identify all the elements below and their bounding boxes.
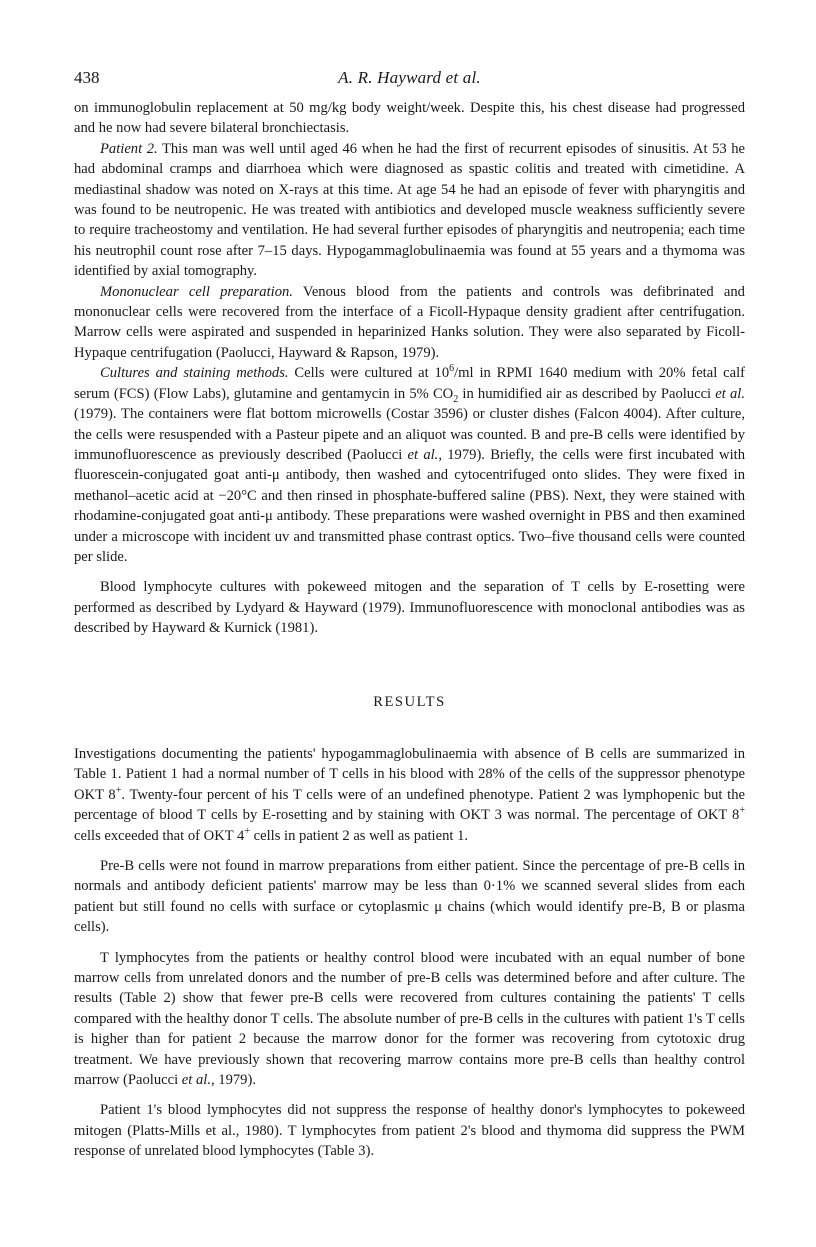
paragraph-results-3: T lymphocytes from the patients or healthy control blood were incubated with an equal number of bone marrow cells from unrelated donors and the number of pre-B cells was determined before and after culture. The results (Table 2) show that fewer pre-B cells were recovered from cultures containing the patients' T cells compared with the healthy donor T cells. The absolute number of pre-B cells in the cultures with patient 1's T cells is higher than for patient 2 because the marrow donor for the former was recovering from cytotoxic drug treatment. We have previously shown that recovering marrow contains more pre-B cells than healthy control marrow (Paolucci et al., 1979).	[74, 949, 745, 1089]
paragraph-results-4: Patient 1's blood lymphocytes did not suppress the response of healthy donor's lymphocytes to pokeweed mitogen (Platts-Mills et al., 1980). T lymphocytes from patient 2's blood and thymoma did suppress the PWM response of unrelated blood lymphocytes (Table 3).	[74, 1102, 745, 1160]
section-heading-results: RESULTS	[373, 693, 446, 710]
paragraph-lead: Patient 2.	[100, 140, 158, 157]
paragraph-lead: Mononuclear cell preparation.	[100, 283, 293, 300]
page-number: 438	[74, 68, 100, 87]
paragraph-patient2: Patient 2. This man was well until aged 46 when he had the first of recurrent episodes of sinusitis. At 53 he had abdominal cramps and diarrhoea which were diagnosed as spastic colitis and treated with cimetidine. A mediastinal shadow was noted on X-rays at this time. At age 54 he had an episode of fever with pharyngitis and was found to be neutropenic. He was treated with antibiotics and developed muscle weakness sufficiently severe to require tracheostomy and ventilation. He had several further episodes of pharyngitis and neutropenia; each time his neutrophil count rose after 7–15 days. Hypogammaglobulinaemia was found at 55 years and a thymoma was identified by axial tomography.	[74, 140, 745, 280]
paragraph-mononuclear-cell-preparation: Mononuclear cell preparation. Venous blood from the patients and controls was defibrinated and mononuclear cells were recovered from the interface of a Ficoll-Hypaque density gradient after centrifugation. Marrow cells were aspirated and suspended in heparinized Hanks solution. They were also separated by Ficoll-Hypaque centrifugation (Paolucci, Hayward & Rapson, 1979).	[74, 283, 745, 361]
paragraph-cultures-staining: Cultures and staining methods. Cells were cultured at $10^6/ml$ in RPMI 1640 medium with 20% fetal calf serum (FCS) (Flow Labs), glutamine and gentamycin in 5% $CO_2$ in humidified air as described by Paolucci et al. (1979). The containers were flat bottom microwells (Costar 3596) or cluster dishes (Falcon 4004). After culture, the cells were resuspended with a Pasteur pipete and an aliquot was counted. B and pre-B cells were identified by immunofluorescence as previously described (Paolucci et al., 1979). Briefly, the cells were first incubated with fluorescein-conjugated goat anti-μ antibody, then washed and cytocentrifuged onto slides. They were fixed in methanol–acetic acid at −20°C and then rinsed in phosphate-buffered saline (PBS). Next, they were stained with rhodamine-conjugated goat anti-μ antibody. These preparations were washed overnight in PBS and then examined under a microscope with incident uv and transmitted phase contrast optics. Two–five thousand cells were counted per slide.	[74, 363, 745, 565]
paragraph-patient1-continued: on immunoglobulin replacement at 50 mg/kg body weight/week. Despite this, his chest disease had progressed and he now had severe bilateral bronchiectasis.	[74, 100, 745, 137]
page-header	[74, 68, 745, 94]
journal-page	[74, 68, 745, 1162]
running-head: A. R. Hayward et al.	[338, 68, 481, 87]
paragraph-results-2: Pre-B cells were not found in marrow preparations from either patient. Since the percentage of pre-B cells in normals and antibody deficient patients' marrow may be less than 0·1% we scanned several slides from each patient but still found no cells with surface or cytoplasmic μ chains (which would identify pre-B, B or plasma cells).	[74, 858, 745, 936]
paragraph-blood-lymphocyte-cultures: Blood lymphocyte cultures with pokeweed mitogen and the separation of T cells by E-rosetting were performed as described by Lydyard & Hayward (1979). Immunofluorescence with monoclonal antibodies was as described by Hayward & Kurnick (1981).	[74, 579, 745, 637]
paragraph-results-1: Investigations documenting the patients' hypogammaglobulinaemia with absence of B cells are summarized in Table 1. Patient 1 had a normal number of T cells in his blood with 28% of the cells of the suppressor phenotype OKT 8+. Twenty-four percent of his T cells were of an undefined phenotype. Patient 2 was lymphopenic but the percentage of blood T cells by E-rosetting and by staining with OKT 3 was normal. The percentage of OKT 8+ cells exceeded that of OKT 4+ cells in patient 2 as well as patient 1.	[74, 745, 745, 844]
paragraph-lead: Cultures and staining methods.	[100, 365, 289, 382]
